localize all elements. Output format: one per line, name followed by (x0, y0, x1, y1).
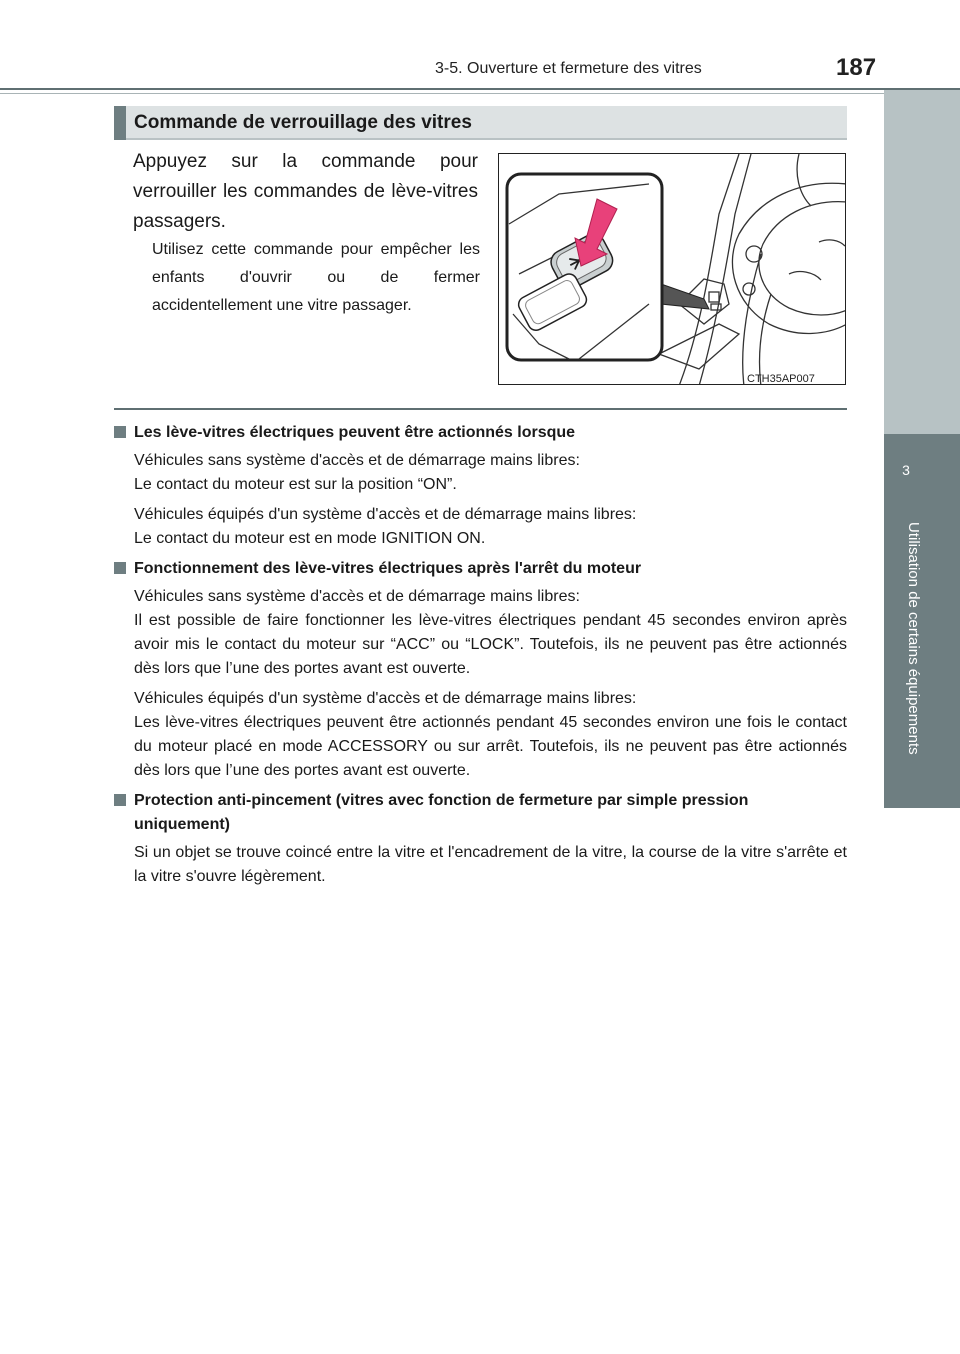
paragraph-line: Véhicules sans système d'accès et de démarrage mains libres: (134, 452, 580, 469)
paragraph-line: Véhicules équipés d'un système d'accès et de démarrage mains libres: (134, 690, 637, 707)
illustration-svg (499, 154, 846, 385)
paragraph-line: Si un objet se trouve coincé entre la vitre et l'encadrement de la vitre, la course de la vitre s'arrête et la vitre s'ouvre légèrement. (134, 844, 847, 885)
note-bullet-square (114, 794, 126, 806)
note-heading-text: Protection anti-pincement (vitres avec fonction de fermeture par simple pression uniquement) (134, 792, 749, 833)
figure-code: CTH35AP007 (747, 373, 815, 385)
chapter-number: 3 (902, 462, 910, 478)
side-tab-upper (884, 90, 960, 434)
paragraph-line: Les lève-vitres électriques peuvent être actionnés pendant 45 secondes environ une fois le contact du moteur placé en mode ACCESSORY ou sur arrêt. Toutefois, ils ne peuvent pas être actionnés dès lors que l’une des portes avant est ouverte. (134, 714, 847, 779)
note-heading-3 (114, 789, 847, 837)
note-paragraph (114, 687, 847, 783)
note-heading-2 (114, 557, 847, 581)
note-heading-text: Fonctionnement des lève-vitres électriques après l'arrêt du moteur (134, 560, 642, 577)
lock-switch-illustration (498, 153, 846, 385)
lead-instruction: Appuyez sur la commande pour verrouiller les commandes de lève-vitres passagers. (133, 151, 478, 232)
note-bullet-square (114, 562, 126, 574)
page-number: 187 (836, 54, 877, 81)
header-rule (0, 88, 960, 90)
header-section-title: 3-5. Ouverture et fermeture des vitres (435, 60, 702, 77)
section-title: Commande de verrouillage des vitres (134, 112, 472, 133)
header-rule-thin (0, 93, 960, 94)
note-bullet-square (114, 426, 126, 438)
note-paragraph (114, 449, 847, 497)
note-paragraph (114, 585, 847, 681)
chapter-title: Utilisation de certains équipements (905, 522, 922, 755)
side-tab (884, 434, 960, 808)
note-paragraph (114, 503, 847, 551)
note-heading-1 (114, 421, 847, 445)
paragraph-line: Véhicules équipés d'un système d'accès et de démarrage mains libres: (134, 506, 637, 523)
section-title-band (114, 106, 847, 140)
paragraph-line: Le contact du moteur est sur la position “ON”. (134, 476, 457, 493)
note-paragraph (114, 841, 847, 889)
paragraph-line: Véhicules sans système d'accès et de démarrage mains libres: (134, 588, 580, 605)
paragraph-line: Le contact du moteur est en mode IGNITION ON. (134, 530, 486, 547)
paragraph-line: Il est possible de faire fonctionner les lève-vitres électriques pendant 45 secondes environ après avoir mis le contact du moteur sur “ACC” ou “LOCK”. Toutefois, ils ne peuvent pas être actionnés dès lors que l’une des portes avant est ouverte. (134, 612, 847, 677)
lead-explanation: Utilisez cette commande pour empêcher les enfants d'ouvrir ou de fermer accidentellement une vitre passager. (152, 241, 480, 314)
note-heading-text: Les lève-vitres électriques peuvent être actionnés lorsque (134, 424, 576, 441)
notes-block (114, 421, 847, 895)
section-separator (114, 408, 847, 410)
section-title-bar (114, 106, 126, 140)
